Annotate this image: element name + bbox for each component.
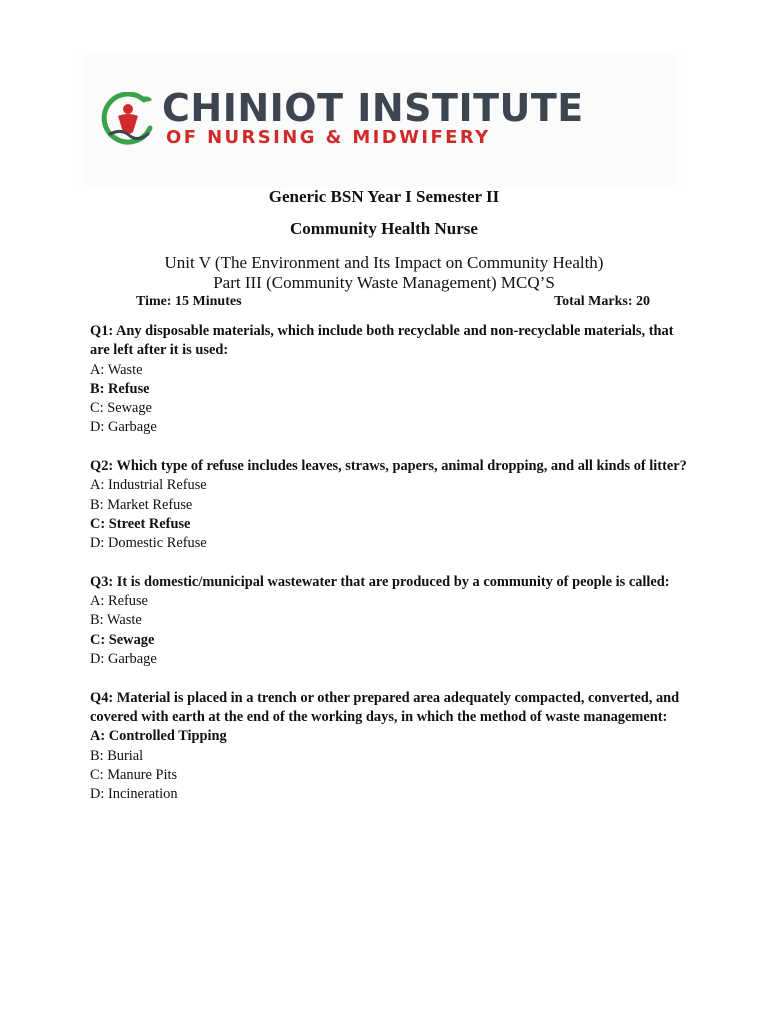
option-a: A: Refuse [90,593,148,610]
option-b: B: Market Refuse [90,496,193,513]
time-limit: Time: 15 Minutes [136,294,242,309]
question-text: Q3: It is domestic/municipal wastewater that are produced by a community of people is called: [90,573,670,590]
question-text: Q4: Material is placed in a trench or other prepared area adequately compacted, converted, and covered with earth at the end of the working days, in which the method of waste management: [90,689,680,725]
option-d: D: Garbage [90,419,157,436]
option-a-correct: A: Controlled Tipping [90,728,227,745]
option-c: C: Sewage [90,400,152,417]
question-4 [90,689,690,805]
institute-logo [88,58,672,182]
option-b-correct: B: Refuse [90,380,150,397]
option-c: C: Manure Pits [90,766,178,783]
logo-subtitle: OF NURSING & MIDWIFERY [166,127,491,148]
course-heading: Community Health Nurse [290,219,478,238]
option-c-correct: C: Sewage [90,631,155,648]
logo-title: CHINIOT INSTITUTE [162,86,584,130]
option-b: B: Waste [90,612,142,629]
part-heading: Part III (Community Waste Management) MCQ’S [213,273,555,292]
question-1 [90,322,690,438]
option-d: D: Garbage [90,651,157,668]
question-3 [90,573,690,669]
question-list [90,322,690,824]
option-a: A: Waste [90,361,143,378]
total-marks: Total Marks: 20 [554,294,650,309]
option-d: D: Domestic Refuse [90,535,207,552]
program-heading: Generic BSN Year I Semester II [268,187,500,206]
care-hands-logo-icon [100,92,156,148]
option-d: D: Incineration [90,786,178,803]
option-a: A: Industrial Refuse [90,477,207,494]
question-2 [90,457,690,553]
option-c-correct: C: Street Refuse [90,515,191,532]
option-b: B: Burial [90,747,144,764]
unit-heading: Unit V (The Environment and Its Impact on Community Health) [164,253,604,272]
question-text: Q1: Any disposable materials, which include both recyclable and non-recyclable materials, that are left after it is used: [90,323,674,359]
question-text: Q2: Which type of refuse includes leaves, straws, papers, animal dropping, and all kinds of litter? [90,458,687,475]
